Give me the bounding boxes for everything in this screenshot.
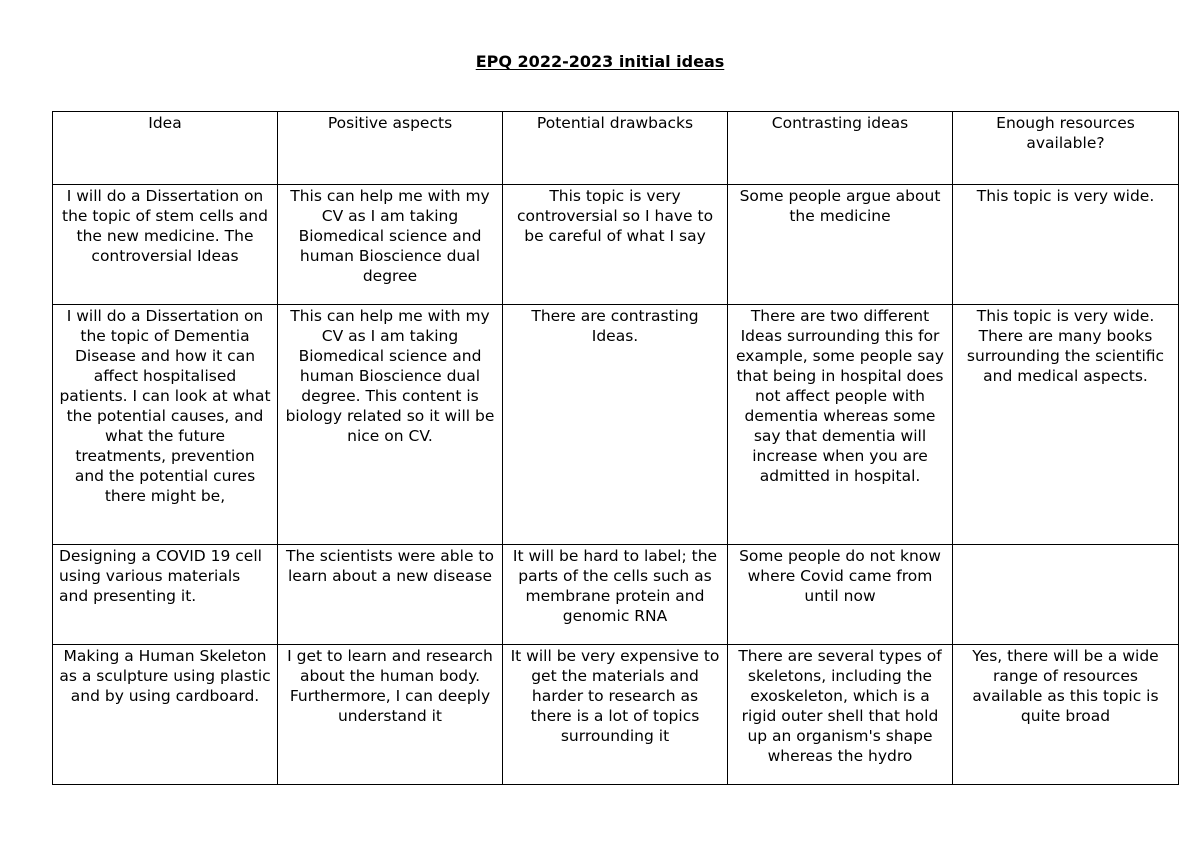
table-header-row — [53, 112, 1179, 185]
cell-positive-aspects: I get to learn and research about the human body. Furthermore, I can deeply understand it — [278, 645, 503, 785]
table-row — [53, 305, 1179, 545]
header-contrasting-ideas: Contrasting ideas — [728, 112, 953, 185]
cell-enough-resources: This topic is very wide. — [953, 185, 1179, 305]
cell-potential-drawbacks: It will be very expensive to get the materials and harder to research as there is a lot of topics surrounding it — [503, 645, 728, 785]
cell-idea: I will do a Dissertation on the topic of Dementia Disease and how it can affect hospitalised patients. I can look at what the potential causes, and what the future treatments, prevention and the potential cures there might be, — [53, 305, 278, 545]
cell-contrasting-ideas: There are two different Ideas surrounding this for example, some people say that being in hospital does not affect people with dementia whereas some say that dementia will increase when you are admitted in hospital. — [728, 305, 953, 545]
cell-positive-aspects: This can help me with my CV as I am taking Biomedical science and human Bioscience dual degree — [278, 185, 503, 305]
cell-enough-resources: Yes, there will be a wide range of resources available as this topic is quite broad — [953, 645, 1179, 785]
cell-potential-drawbacks: This topic is very controversial so I have to be careful of what I say — [503, 185, 728, 305]
cell-potential-drawbacks: There are contrasting Ideas. — [503, 305, 728, 545]
header-enough-resources: Enough resources available? — [953, 112, 1179, 185]
cell-idea: I will do a Dissertation on the topic of stem cells and the new medicine. The controversial Ideas — [53, 185, 278, 305]
cell-contrasting-ideas: Some people argue about the medicine — [728, 185, 953, 305]
cell-positive-aspects: This can help me with my CV as I am taking Biomedical science and human Bioscience dual degree. This content is biology related so it will be nice on CV. — [278, 305, 503, 545]
table-row — [53, 545, 1179, 645]
cell-contrasting-ideas: Some people do not know where Covid came from until now — [728, 545, 953, 645]
cell-enough-resources: This topic is very wide. There are many books surrounding the scientific and medical aspects. — [953, 305, 1179, 545]
cell-potential-drawbacks: It will be hard to label; the parts of the cells such as membrane protein and genomic RNA — [503, 545, 728, 645]
header-potential-drawbacks: Potential drawbacks — [503, 112, 728, 185]
cell-contrasting-ideas: There are several types of skeletons, including the exoskeleton, which is a rigid outer shell that hold up an organism's shape whereas the hydro — [728, 645, 953, 785]
page-title: EPQ 2022-2023 initial ideas — [475, 52, 725, 71]
table-row — [53, 185, 1179, 305]
cell-idea: Designing a COVID 19 cell using various materials and presenting it. — [53, 545, 278, 645]
table-row — [53, 645, 1179, 785]
cell-enough-resources — [953, 545, 1179, 645]
cell-positive-aspects: The scientists were able to learn about a new disease — [278, 545, 503, 645]
header-positive-aspects: Positive aspects — [278, 112, 503, 185]
cell-idea: Making a Human Skeleton as a sculpture using plastic and by using cardboard. — [53, 645, 278, 785]
ideas-table — [52, 111, 1179, 785]
header-idea: Idea — [53, 112, 278, 185]
